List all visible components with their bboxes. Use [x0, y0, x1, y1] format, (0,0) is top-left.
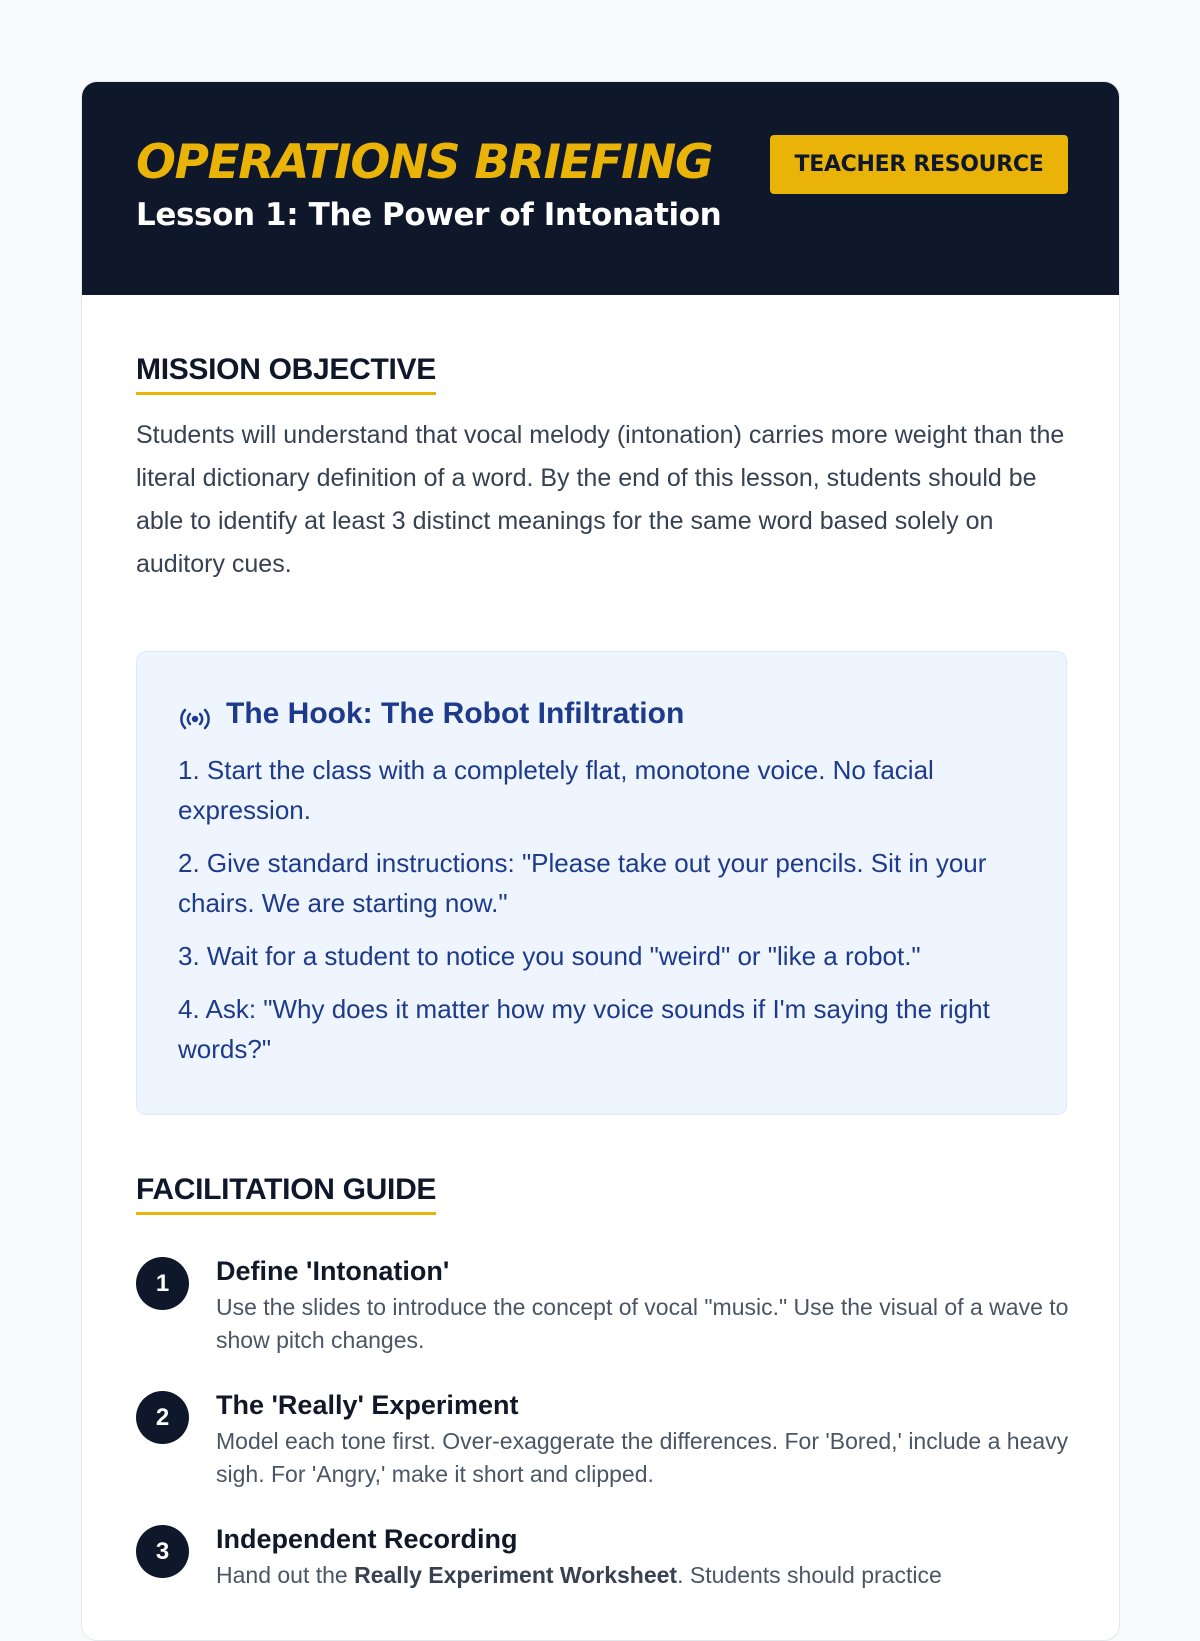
- facilitation-guide-list: [136, 1254, 1071, 1641]
- hook-step: 1. Start the class with a completely flat, monotone voice. No facial expression.: [178, 755, 934, 825]
- operations-briefing-title: OPERATIONS BRIEFING: [136, 135, 713, 190]
- guide-step-title: The 'Really' Experiment: [216, 1390, 519, 1420]
- hook-callout: [136, 651, 1067, 1115]
- step-number-badge: 2: [136, 1391, 189, 1444]
- description-suffix: . Students should practice: [677, 1562, 942, 1588]
- guide-step-title: Define 'Intonation': [216, 1256, 450, 1286]
- guide-step-item: [136, 1254, 1071, 1374]
- hook-steps-list: [178, 750, 1038, 1082]
- hook-step: 4. Ask: "Why does it matter how my voice sounds if I'm saying the right words?": [178, 994, 990, 1064]
- briefing-header: [82, 82, 1119, 295]
- facilitation-guide-heading: FACILITATION GUIDE: [136, 1172, 436, 1215]
- teacher-resource-card: [81, 81, 1120, 1641]
- guide-step-description: [216, 1559, 1071, 1592]
- guide-step-content: [216, 1522, 1071, 1592]
- lesson-title: Lesson 1: The Power of Intonation: [136, 197, 722, 233]
- guide-step-item: [136, 1522, 1071, 1641]
- hook-title: [178, 694, 684, 734]
- mission-objective-heading: MISSION OBJECTIVE: [136, 352, 436, 395]
- hook-step: 2. Give standard instructions: "Please take out your pencils. Sit in your chairs. We are starting now.": [178, 848, 987, 918]
- teacher-resource-badge: TEACHER RESOURCE: [770, 135, 1068, 194]
- mission-objective-text: Students will understand that vocal melody (intonation) carries more weight than the literal dictionary definition of a word. By the end of this lesson, students should be able to identify at least 3 distinct meanings for the same word based solely on auditory cues.: [136, 421, 1065, 578]
- guide-step-description: Use the slides to introduce the concept of vocal "music." Use the visual of a wave to show pitch changes.: [216, 1294, 1069, 1353]
- step-number-badge: 1: [136, 1257, 189, 1310]
- worksheet-name: Really Experiment Worksheet: [354, 1562, 678, 1588]
- description-prefix: Hand out the: [216, 1562, 355, 1588]
- hook-title-text: The Hook: The Robot Infiltration: [226, 697, 685, 730]
- guide-step-item: [136, 1388, 1071, 1508]
- guide-step-description: Model each tone first. Over-exaggerate the differences. For 'Bored,' include a heavy sigh. For 'Angry,' make it short and clipped.: [216, 1428, 1069, 1487]
- guide-step-content: [216, 1254, 1071, 1357]
- radio-broadcast-icon: [178, 702, 212, 726]
- guide-step-title: Independent Recording: [216, 1524, 518, 1554]
- guide-step-content: [216, 1388, 1071, 1491]
- hook-step: 3. Wait for a student to notice you sound "weird" or "like a robot.": [178, 941, 921, 971]
- step-number-badge: 3: [136, 1525, 189, 1578]
